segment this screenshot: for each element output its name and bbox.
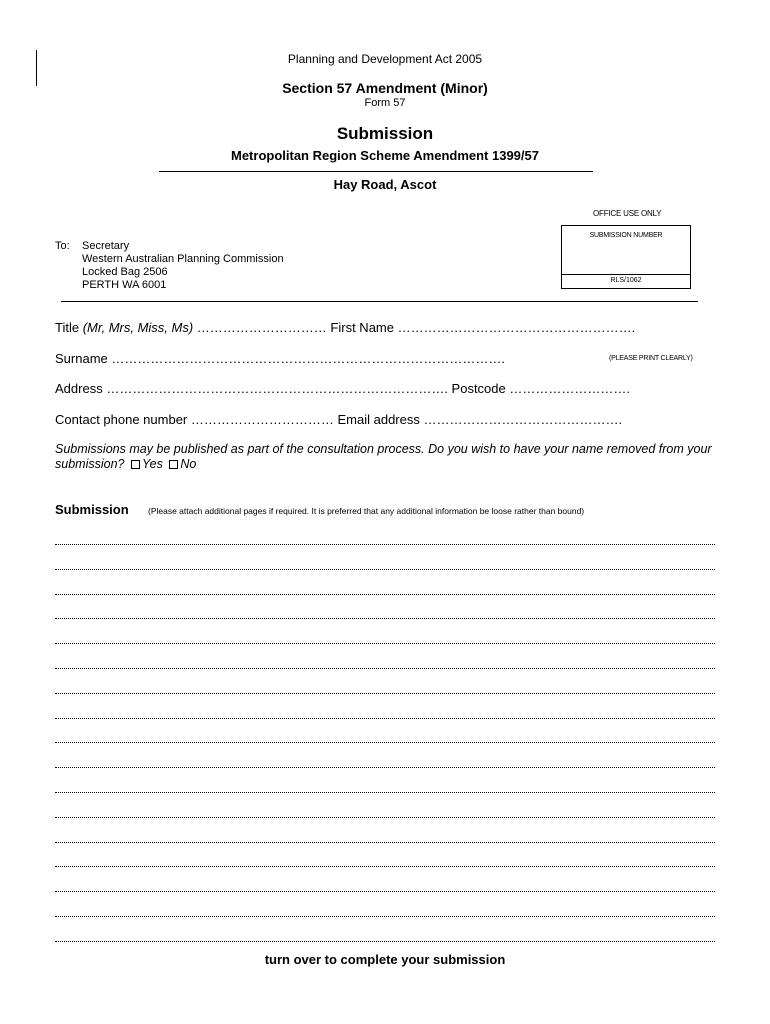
office-use-label: OFFICE USE ONLY xyxy=(593,209,662,218)
title-label: Title xyxy=(55,320,80,335)
address-line: PERTH WA 6001 xyxy=(82,279,167,291)
submission-number-label: SUBMISSION NUMBER xyxy=(589,232,663,239)
submission-line[interactable] xyxy=(55,742,715,743)
phone-label: Contact phone number xyxy=(55,412,188,427)
submission-line[interactable] xyxy=(55,916,715,917)
submission-line[interactable] xyxy=(55,668,715,669)
submission-line[interactable] xyxy=(55,817,715,818)
first-name-field[interactable]: ………………………………………………. xyxy=(393,320,636,335)
section-title: Section 57 Amendment (Minor) xyxy=(282,80,488,96)
surname-field[interactable]: ………………………………………………………………………………. xyxy=(107,351,505,366)
postcode-label: Postcode xyxy=(451,381,506,396)
submission-line[interactable] xyxy=(55,544,715,545)
surname-label: Surname xyxy=(55,351,108,366)
yes-label: Yes xyxy=(141,457,163,471)
submission-line[interactable] xyxy=(55,941,715,942)
title-options: (Mr, Mrs, Miss, Ms) xyxy=(82,320,194,335)
yes-checkbox[interactable] xyxy=(131,460,140,469)
submission-line[interactable] xyxy=(55,594,715,595)
question-text: Submissions may be published as part of the consultation process. Do you wish to have your name removed from your submission? xyxy=(55,442,712,471)
submission-number-box[interactable] xyxy=(561,225,691,289)
submission-note: (Please attach additional pages if required. It is preferred that any additional information be loose rather than bound) xyxy=(148,506,585,516)
reference-code: RLS/1062 xyxy=(610,277,642,284)
no-label: No xyxy=(180,457,197,471)
postcode-field[interactable]: ………………………. xyxy=(505,381,630,396)
address-label: Address xyxy=(55,381,103,396)
box-divider xyxy=(562,274,690,275)
act-name: Planning and Development Act 2005 xyxy=(287,52,483,66)
submission-line[interactable] xyxy=(55,693,715,694)
address-to-label: To: xyxy=(55,240,70,252)
title-name-row xyxy=(55,320,715,335)
page-title: Submission xyxy=(336,124,434,143)
address-row xyxy=(55,381,715,396)
first-name-label: First Name xyxy=(330,320,394,335)
submission-line[interactable] xyxy=(55,891,715,892)
submission-line[interactable] xyxy=(55,767,715,768)
address-line: Western Australian Planning Commission xyxy=(82,253,284,265)
name-removal-question xyxy=(55,442,720,472)
contact-row xyxy=(55,412,715,427)
submission-line[interactable] xyxy=(55,866,715,867)
amendment-title: Metropolitan Region Scheme Amendment 1399/57 xyxy=(231,148,539,163)
submission-line[interactable] xyxy=(55,569,715,570)
submission-line[interactable] xyxy=(55,718,715,719)
header-divider xyxy=(159,171,593,172)
email-field[interactable]: ………………………………………. xyxy=(419,412,623,427)
no-checkbox[interactable] xyxy=(169,460,178,469)
address-divider xyxy=(61,301,698,302)
footer-instruction: turn over to complete your submission xyxy=(264,952,506,967)
phone-field[interactable]: …………………………… xyxy=(187,412,338,427)
print-clearly-note: (PLEASE PRINT CLEARLY) xyxy=(609,355,693,362)
submission-line[interactable] xyxy=(55,643,715,644)
submission-line[interactable] xyxy=(55,842,715,843)
submission-line[interactable] xyxy=(55,618,715,619)
title-field[interactable]: ………………………… xyxy=(193,320,331,335)
address-line: Locked Bag 2506 xyxy=(82,266,168,278)
submission-line[interactable] xyxy=(55,792,715,793)
email-label: Email address xyxy=(337,412,420,427)
address-line: Secretary xyxy=(82,240,130,252)
address-field[interactable]: ……………………………………………………………………. xyxy=(102,381,452,396)
recipient-address xyxy=(82,240,284,292)
form-number: Form 57 xyxy=(364,97,406,109)
location-title: Hay Road, Ascot xyxy=(333,177,437,192)
submission-heading: Submission xyxy=(55,502,129,517)
